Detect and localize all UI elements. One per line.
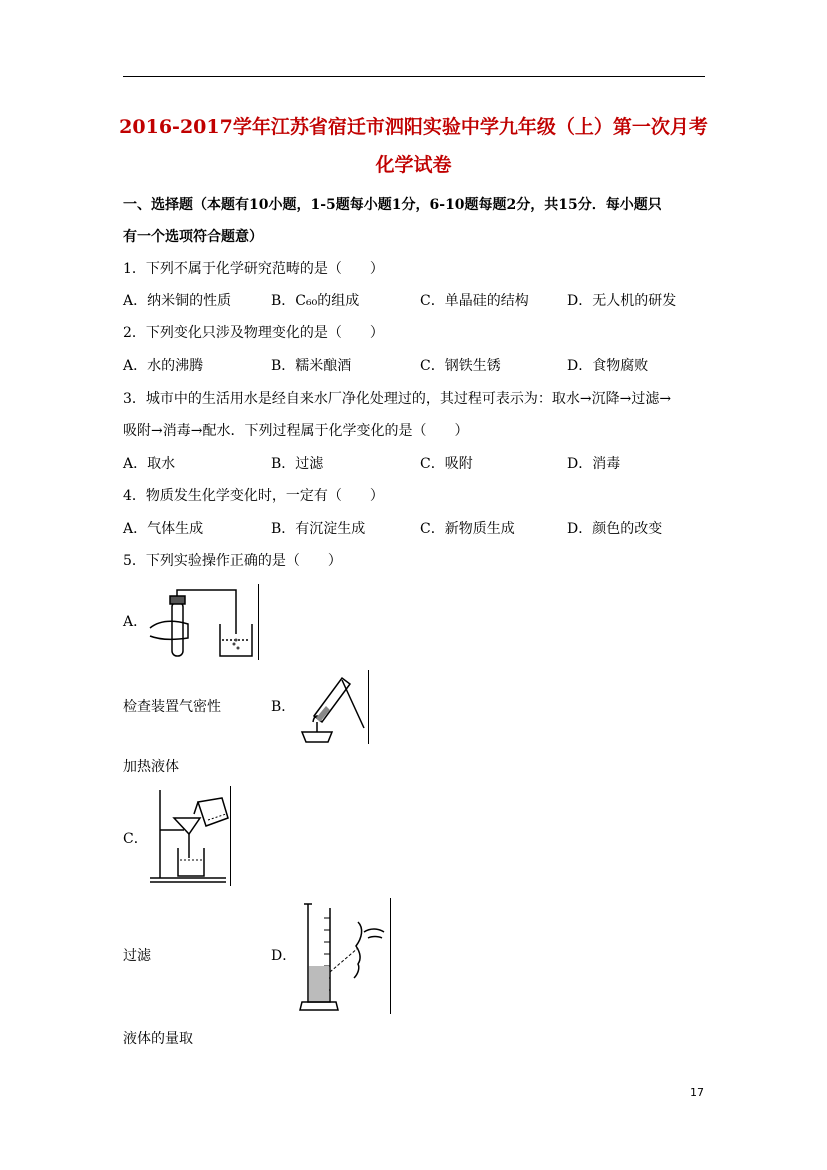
exam-title-line1: 2016-2017学年江苏省宿迁市泗阳实验中学九年级（上）第一次月考 [119,116,708,138]
q1-option-b: B．C₆₀的组成 [271,293,360,309]
section-heading-line1: 一、选择题（本题有10小题，1-5题每小题1分，6-10题每题2分，共15分．每小题只 [123,197,662,213]
q1-option-a: A．纳米铜的性质 [123,293,232,309]
question-1-stem: 1．下列不属于化学研究范畴的是（ ） [123,261,384,277]
q4-option-a: A．气体生成 [123,521,204,537]
section-heading-line2: 有一个选项符合题意） [123,229,263,245]
question-3-stem-line2: 吸附→消毒→配水．下列过程属于化学变化的是（ ） [123,423,469,439]
question-4-stem: 4．物质发生化学变化时，一定有（ ） [123,488,384,504]
q3-option-c: C．吸附 [420,456,473,472]
q1-option-c: C．单晶硅的结构 [420,293,529,309]
q5-option-a-caption: 检查装置气密性 [123,699,221,715]
question-5-stem: 5．下列实验操作正确的是（ ） [123,553,342,569]
q3-option-b: B．过滤 [271,456,324,472]
q4-option-c: C．新物质生成 [420,521,515,537]
q5-option-c-caption: 过滤 [123,948,151,964]
q2-option-b: B．糯米酿酒 [271,358,352,374]
q4-option-b: B．有沉淀生成 [271,521,366,537]
q5-option-b-letter: B． [271,699,296,715]
q5-option-c-letter: C． [123,831,148,847]
q5-option-a-letter: A． [123,614,148,630]
q5-option-d-letter: D． [271,948,297,964]
question-2-stem: 2．下列变化只涉及物理变化的是（ ） [123,325,384,341]
q4-option-d: D．颜色的改变 [567,521,663,537]
q2-option-c: C．钢铁生锈 [420,358,501,374]
q2-option-d: D．食物腐败 [567,358,649,374]
header-rule [123,76,705,77]
q3-option-a: A．取水 [123,456,176,472]
q5-option-d-caption: 液体的量取 [123,1031,193,1047]
q1-option-d: D．无人机的研发 [567,293,677,309]
q5-option-b-caption: 加热液体 [123,759,179,775]
filtration-figure [148,786,231,886]
exam-title-line2: 化学试卷 [375,154,452,176]
airtightness-check-figure [148,584,259,660]
heating-liquid-figure [292,670,369,744]
page-number: 17 [690,1086,704,1099]
question-3-stem-line1: 3．城市中的生活用水是经自来水厂净化处理过的，其过程可表示为：取水→沉降→过滤→ [123,391,672,407]
q3-option-d: D．消毒 [567,456,621,472]
graduated-cylinder-reading-figure [296,898,391,1014]
q2-option-a: A．水的沸腾 [123,358,204,374]
